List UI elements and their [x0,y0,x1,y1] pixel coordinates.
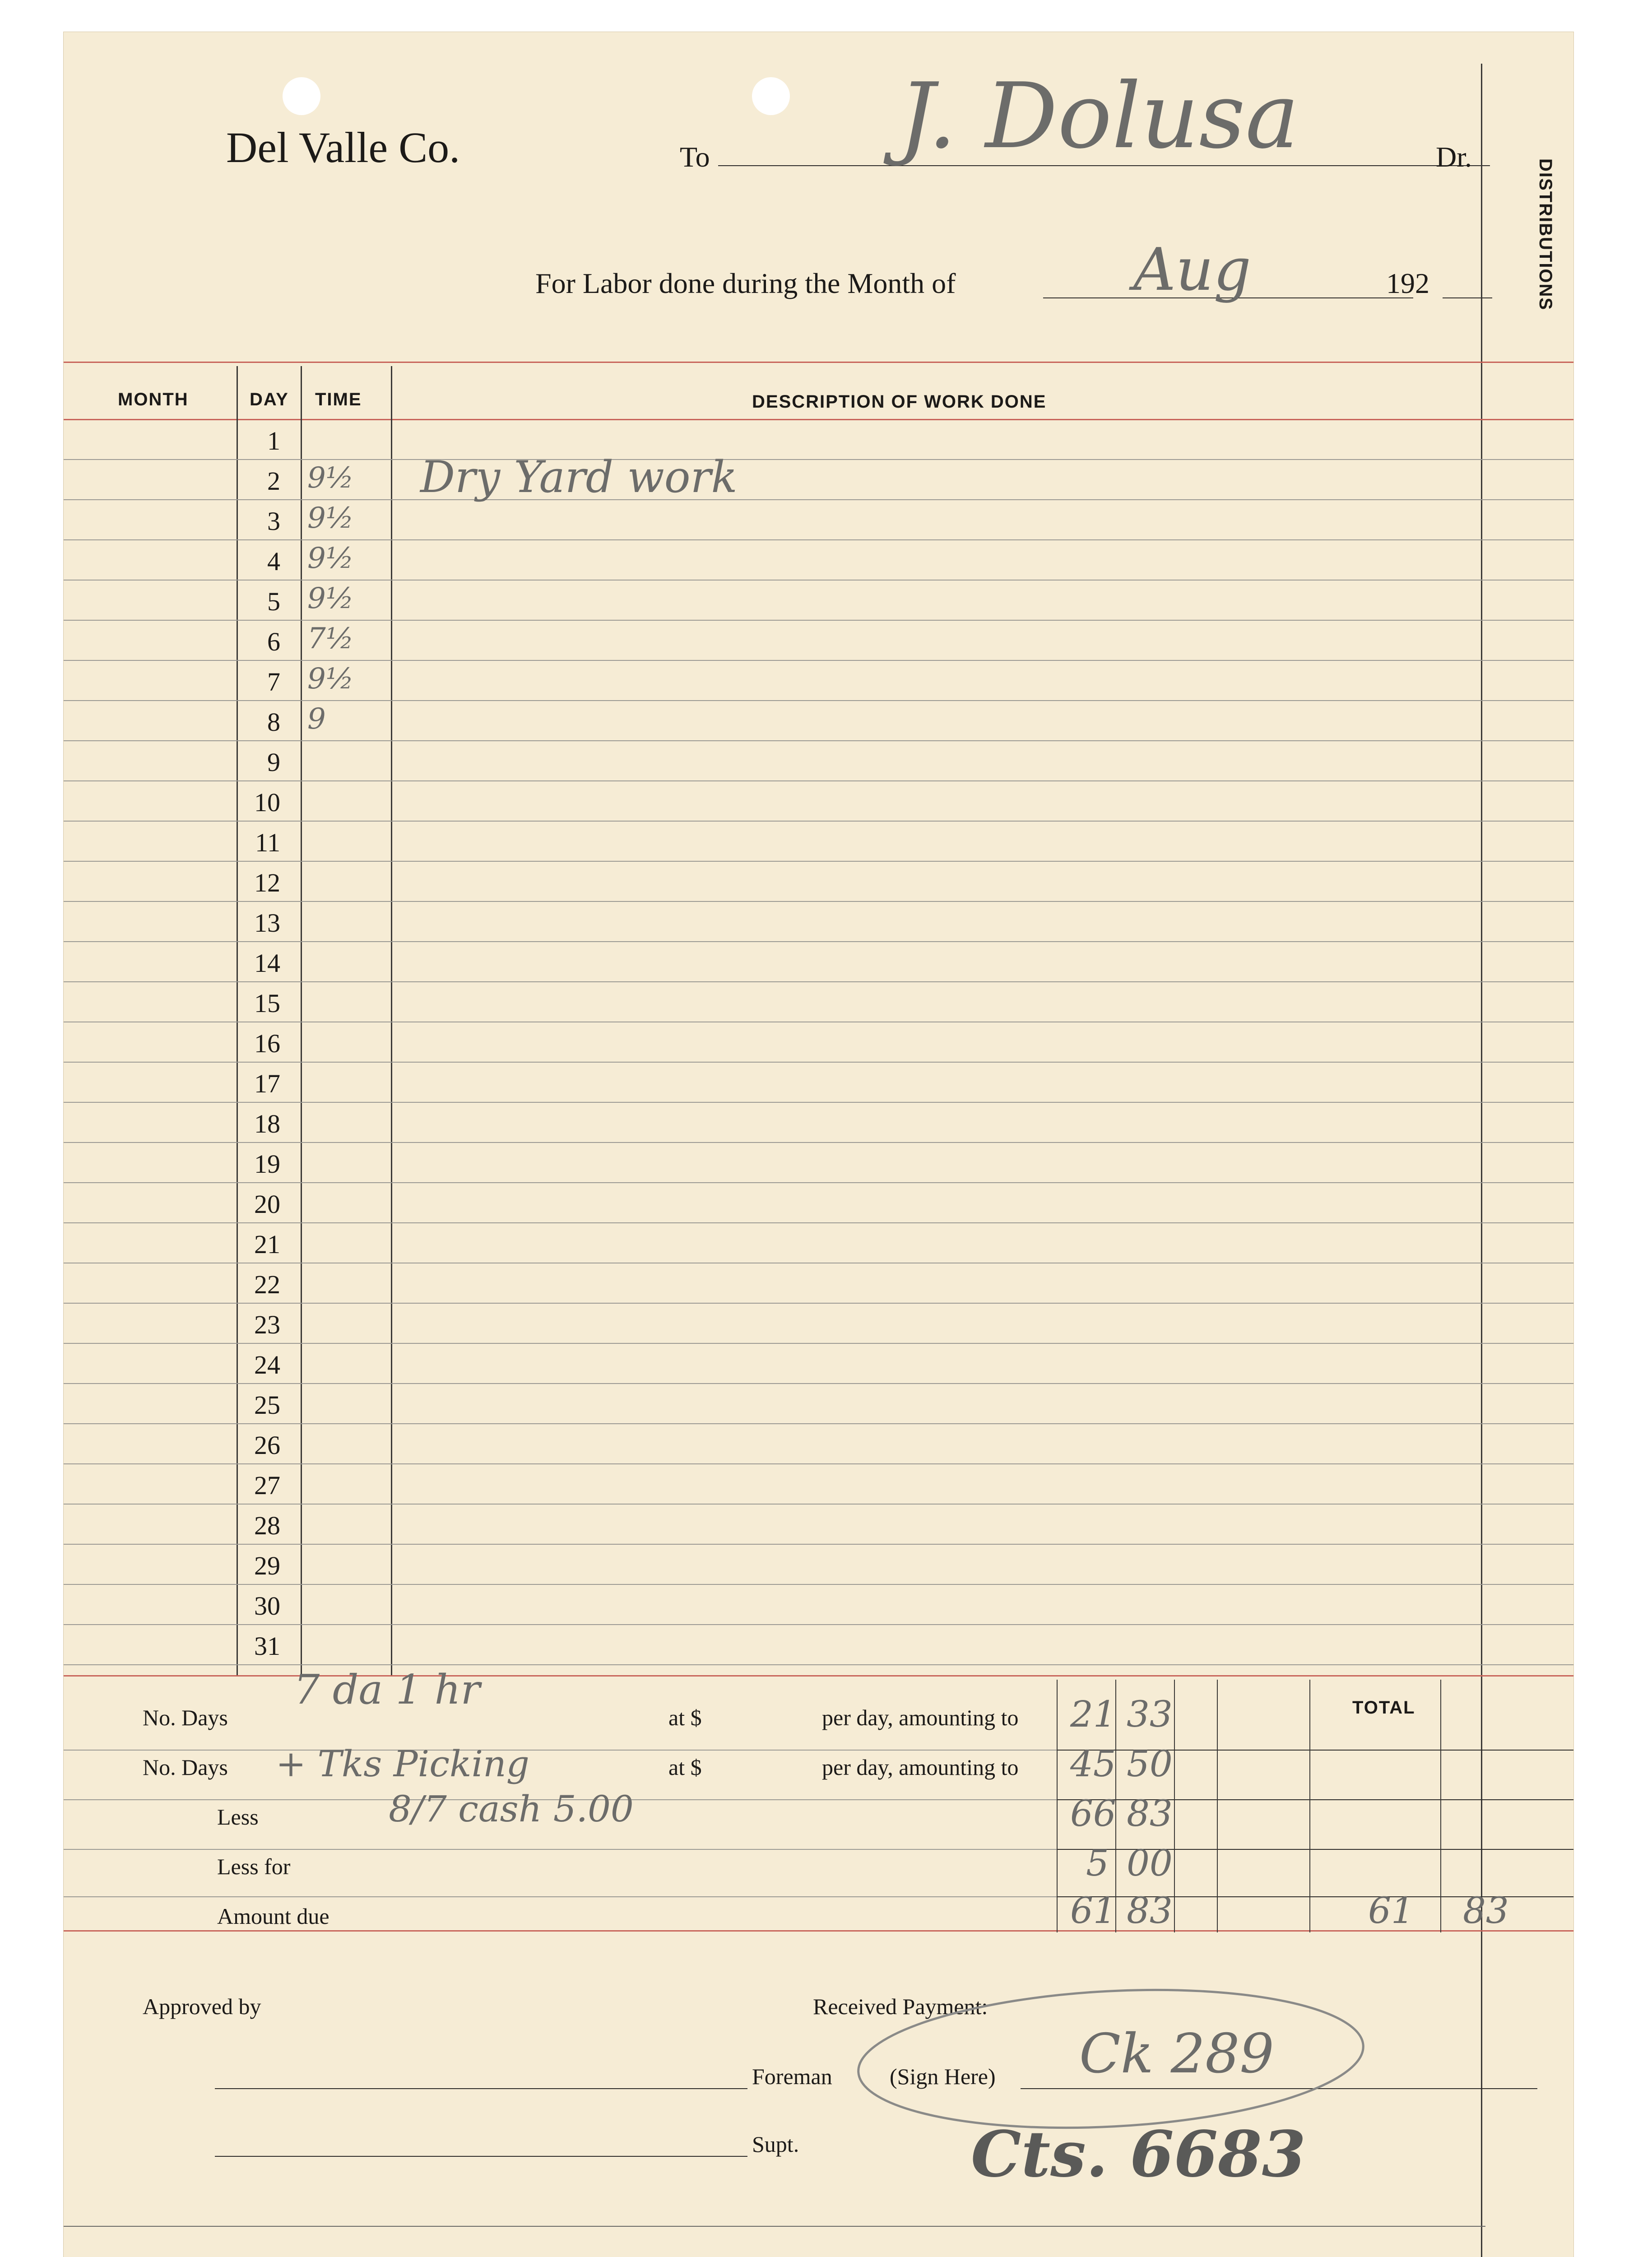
row-line [64,1624,1573,1625]
day-number: 18 [254,1109,280,1138]
dr-label: Dr. [1436,141,1472,173]
summary-row-line [64,1896,1057,1897]
header-time: TIME [315,390,362,409]
day-number: 13 [254,908,280,938]
time-value: 9½ [307,502,354,535]
header-day: DAY [250,390,289,409]
day-number: 17 [254,1069,280,1098]
amount-dollars: 61 [1070,1890,1116,1932]
row-line [64,1463,1573,1464]
summary-row-line [64,1849,1057,1850]
row-line [64,620,1573,621]
month-handwriting: Aug [1133,235,1251,304]
company-name: Del Valle Co. [226,123,460,172]
day-number: 14 [254,948,280,978]
summary-top-rule [64,1675,1573,1676]
row-line [64,981,1573,982]
row-line [64,1142,1573,1143]
row-line [64,1102,1573,1103]
row-line [64,821,1573,822]
day-number: 29 [254,1551,280,1580]
day-number: 6 [267,627,280,656]
day-number: 24 [254,1350,280,1379]
day-number: 28 [254,1511,280,1540]
row-line [64,580,1573,581]
day-number: 31 [254,1631,280,1661]
summary-bottom-rule [64,1930,1573,1932]
no-days-label-2: No. Days [143,1755,228,1780]
row-line [64,740,1573,741]
less-label: Less [217,1804,259,1830]
time-value: 9½ [307,582,354,615]
amount-cents: 83 [1127,1793,1173,1834]
year-prefix: 192 [1386,267,1429,299]
day-number: 27 [254,1471,280,1500]
total-cents: 83 [1463,1890,1509,1932]
time-value: 9½ [307,542,354,575]
at-label-1: at $ [668,1705,702,1730]
day-number: 19 [254,1149,280,1179]
no-days-label-1: No. Days [143,1705,228,1730]
amount-cents: 50 [1127,1743,1173,1785]
less-for-label: Less for [217,1854,291,1879]
days-note-handwriting: 7 da 1 hr [294,1666,480,1714]
cts-handwriting: Cts. 6683 [971,2118,1306,2192]
sign-here-handwriting: Ck 289 [1079,2023,1274,2085]
punch-hole-left [283,77,320,115]
row-line [64,1062,1573,1063]
year-line [1443,297,1492,298]
amount-dollars: 21 [1070,1693,1116,1735]
description-column-divider [391,366,392,1675]
header-description: DESCRIPTION OF WORK DONE [752,392,1047,412]
day-number: 20 [254,1189,280,1219]
time-value: 9½ [307,461,354,495]
row-line [64,941,1573,942]
day-number: 21 [254,1230,280,1259]
row-line [64,499,1573,500]
amount-cents: 33 [1127,1693,1173,1735]
amount-dollars: 45 [1070,1743,1116,1785]
distributions-label: DISTRIBUTIONS [1536,158,1555,311]
at-label-2: at $ [668,1755,702,1780]
day-number: 25 [254,1390,280,1420]
received-payment-label: Received Payment: [813,1994,988,2019]
approved-by-label: Approved by [143,1994,261,2019]
total-dollars: 61 [1368,1890,1414,1932]
day-number: 2 [267,466,280,496]
row-line [64,660,1573,661]
amount-column-divider [1217,1680,1218,1932]
to-label: To [680,141,710,173]
row-line [64,1584,1573,1585]
row-line [64,1303,1573,1304]
row-line [64,1664,1573,1665]
row-line [64,901,1573,902]
time-value: 9½ [307,662,354,696]
amount-column-divider [1057,1680,1058,1932]
month-prompt: For Labor done during the Month of [535,267,956,299]
day-number: 22 [254,1270,280,1299]
day-number: 11 [255,828,280,857]
day-number: 26 [254,1430,280,1460]
row-line [64,700,1573,701]
time-value: 7½ [307,622,354,655]
day-number: 9 [267,748,280,777]
row-line [64,1544,1573,1545]
row-line [64,459,1573,460]
day-number: 4 [267,547,280,576]
foreman-line [215,2088,747,2089]
day-number: 7 [267,667,280,697]
payee-handwriting: J. Dolusa [899,64,1299,169]
footer-bottom-rule [64,2226,1485,2227]
timesheet-page [63,32,1574,2257]
punch-hole-right [752,77,790,115]
sign-here-label: (Sign Here) [890,2064,996,2089]
per-day-label-1: per day, amounting to [822,1705,1019,1730]
total-column-divider [1309,1680,1310,1932]
day-number: 3 [267,506,280,536]
per-day-label-2: per day, amounting to [822,1755,1019,1780]
row-line [64,1343,1573,1344]
amount-due-label: Amount due [217,1904,329,1929]
summary-row-line [64,1750,1057,1751]
amount-column-divider [1174,1680,1175,1932]
day-number: 5 [267,587,280,616]
day-number: 23 [254,1310,280,1339]
day-number: 8 [267,707,280,737]
amount-cents: 00 [1127,1842,1173,1884]
time-column-divider [301,366,302,1675]
row-line [64,780,1573,781]
description-handwriting: Dry Yard work [420,452,738,502]
row-line [64,1222,1573,1223]
days2-note-handwriting: + Tks Picking [276,1743,529,1785]
header-top-rule [64,362,1573,363]
time-value: 9 [307,702,326,736]
day-number: 1 [267,426,280,455]
day-number: 30 [254,1591,280,1621]
row-line [64,539,1573,540]
amount-dollars: 5 [1086,1842,1109,1884]
supt-line [215,2156,747,2157]
total-column-divider [1440,1680,1441,1932]
less-note-handwriting: 8/7 cash 5.00 [389,1788,634,1830]
day-number: 16 [254,1029,280,1058]
header-bottom-rule [64,419,1573,420]
row-line [64,1504,1573,1505]
foreman-label: Foreman [752,2064,832,2089]
row-line [64,1182,1573,1183]
row-line [64,1423,1573,1424]
amount-dollars: 66 [1070,1793,1116,1834]
amount-cents: 83 [1127,1890,1173,1932]
day-number: 15 [254,989,280,1018]
header-month: MONTH [118,390,189,409]
day-number: 12 [254,868,280,897]
row-line [64,1383,1573,1384]
row-line [64,861,1573,862]
supt-label: Supt. [752,2132,799,2157]
day-number: 10 [254,788,280,817]
total-label: TOTAL [1352,1698,1415,1718]
